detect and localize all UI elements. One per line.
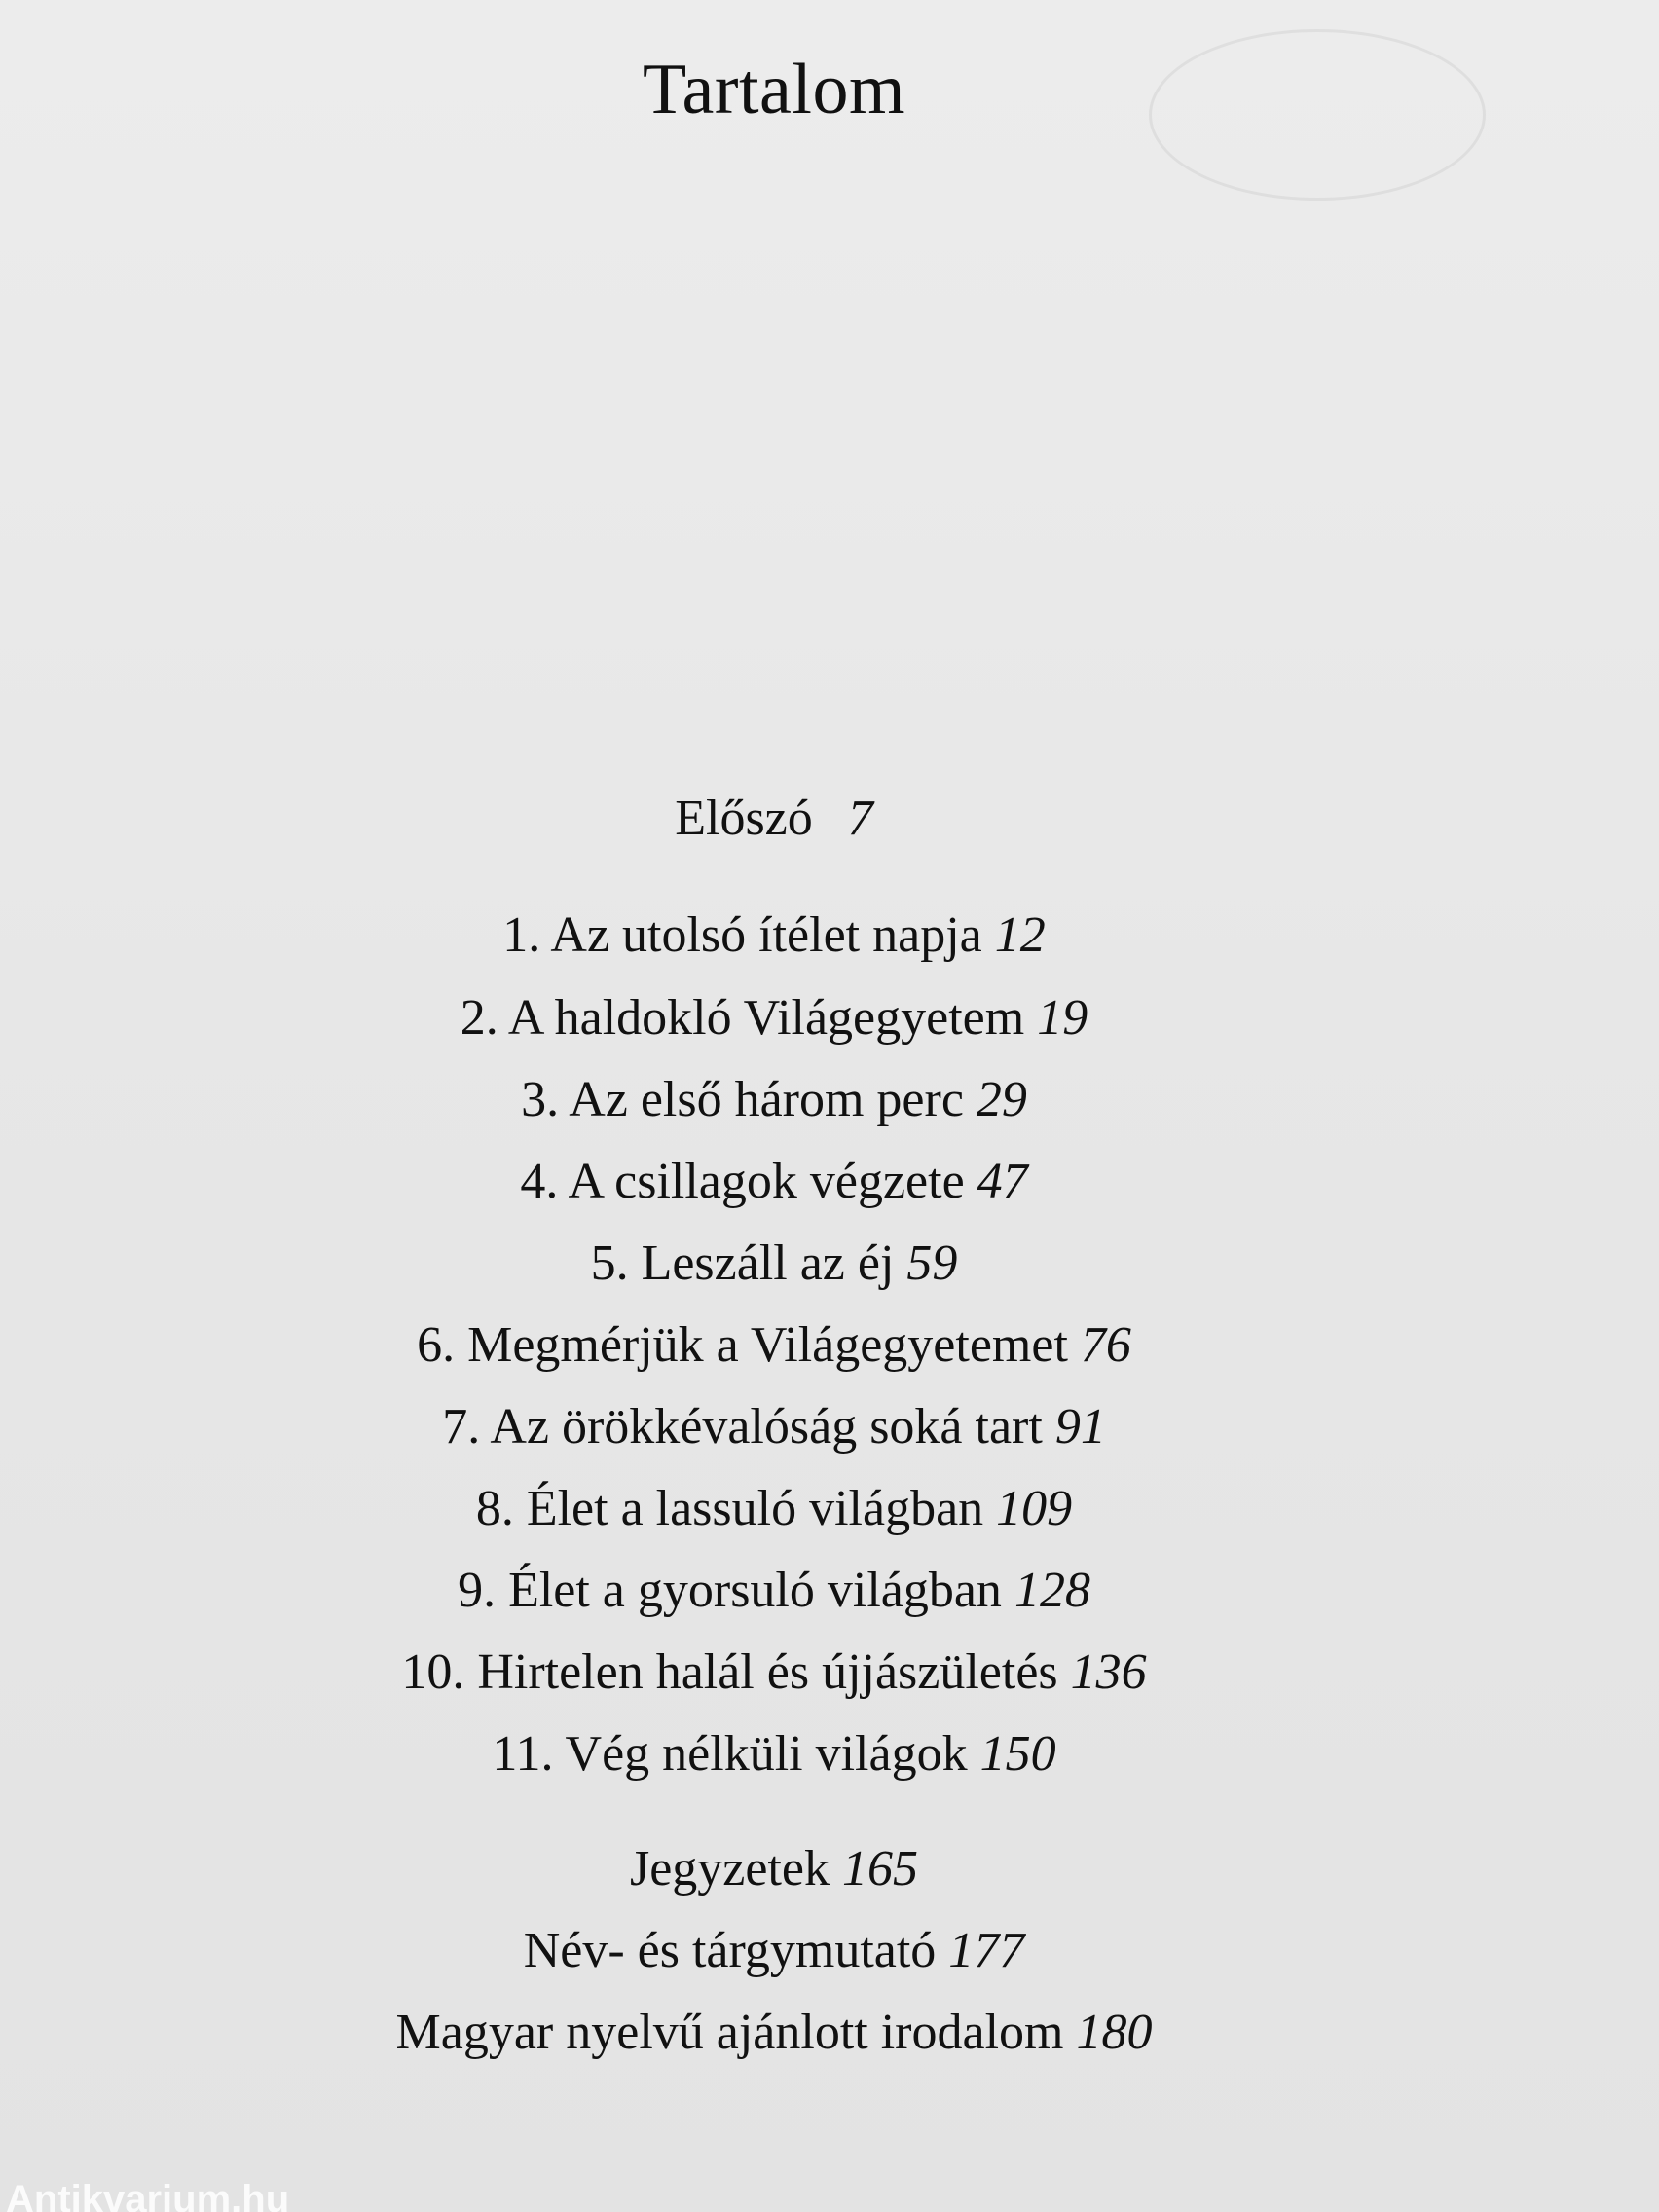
- toc-entry-page: 76: [1080, 1317, 1131, 1373]
- toc-entry-chapter-11: [0, 1726, 1548, 1782]
- toc-entry-chapter-5: [0, 1235, 1548, 1291]
- toc-entry-label: 4. A csillagok végzete: [520, 1154, 965, 1209]
- toc-entry-page: 109: [996, 1481, 1073, 1536]
- toc-entry-label: 3. Az első három perc: [521, 1072, 964, 1127]
- toc-entry-page: 165: [842, 1841, 918, 1897]
- toc-entry-label: 9. Élet a gyorsuló világban: [458, 1563, 1002, 1618]
- toc-entry-label: 5. Leszáll az éj: [590, 1235, 895, 1291]
- toc-entry-chapter-10: [0, 1644, 1548, 1700]
- toc-entry-chapter-7: [0, 1399, 1548, 1455]
- toc-entry-label: 2. A haldokló Világegyetem: [460, 990, 1025, 1046]
- toc-entry-label: 10. Hirtelen halál és újjászületés: [401, 1644, 1058, 1700]
- toc-entry-page: 91: [1054, 1399, 1106, 1455]
- toc-entry-chapter-2: [0, 990, 1548, 1046]
- toc-entry-page: 180: [1076, 2005, 1153, 2060]
- toc-entry-chapter-8: [0, 1481, 1548, 1536]
- toc-entry-page: 7: [847, 791, 873, 846]
- toc-entry-chapter-1: [0, 907, 1548, 963]
- toc-entry-label: 7. Az örökkévalóság soká tart: [442, 1399, 1043, 1455]
- toc-entry-foreword: [0, 793, 1548, 844]
- toc-entry-page: 136: [1070, 1644, 1147, 1700]
- toc-entry-label: 11. Vég nélküli világok: [492, 1726, 968, 1782]
- toc-entry-chapter-6: [0, 1317, 1548, 1373]
- toc-entry-page: 177: [948, 1923, 1025, 1978]
- toc-entry-page: 29: [976, 1072, 1027, 1127]
- toc-entry-label: 1. Az utolsó ítélet napja: [502, 907, 982, 963]
- watermark: Antikvarium.hu: [6, 2183, 290, 2212]
- toc-entry-index: [0, 1923, 1548, 1978]
- page-title: Tartalom: [642, 50, 906, 129]
- toc-entry-chapter-9: [0, 1563, 1548, 1618]
- toc-entry-page: 19: [1037, 990, 1088, 1046]
- toc-entry-page: 47: [977, 1154, 1028, 1209]
- toc-entry-label: 6. Megmérjük a Világegyetemet: [417, 1317, 1068, 1373]
- toc-entry-page: 150: [979, 1726, 1056, 1782]
- toc-entry-chapter-4: [0, 1154, 1548, 1209]
- toc-entry-label: Előszó: [675, 791, 813, 846]
- toc-entry-label: Név- és tárgymutató: [523, 1923, 937, 1978]
- toc-entry-notes: [0, 1841, 1548, 1897]
- toc-entry-page: 12: [994, 907, 1046, 963]
- toc-entry-label: Magyar nyelvű ajánlott irodalom: [395, 2005, 1064, 2060]
- toc-entry-chapter-3: [0, 1072, 1548, 1127]
- toc-entry-page: 59: [906, 1235, 958, 1291]
- toc-entry-label: Jegyzetek: [629, 1841, 830, 1897]
- toc-entry-label: 8. Élet a lassuló világban: [475, 1481, 984, 1536]
- toc-entry-reading-list: [0, 2005, 1548, 2060]
- toc-entry-page: 128: [1014, 1563, 1090, 1618]
